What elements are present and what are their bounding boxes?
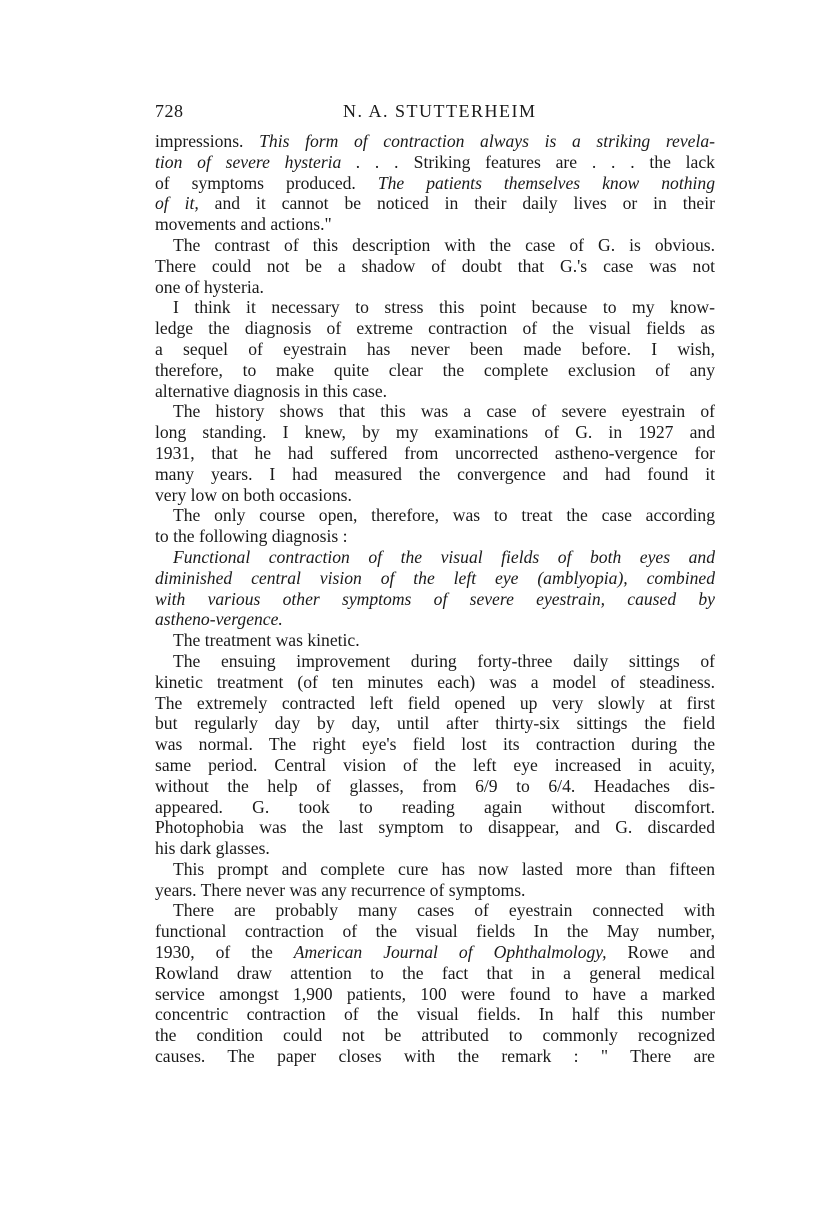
- text-line: [155, 422, 715, 443]
- text-run: service amongst 1,900 patients, 100 were found to have a marked: [155, 983, 715, 1004]
- text-line: [155, 235, 715, 256]
- text-run: years. There never was any recurrence of symptoms.: [155, 879, 526, 900]
- text-line: [155, 672, 715, 693]
- body-text: [155, 131, 715, 1067]
- text-run: The history shows that this was a case of severe eyestrain of: [173, 401, 715, 422]
- paragraph-p2: [155, 235, 715, 297]
- text-run: alternative diagnosis in this case.: [155, 380, 388, 401]
- text-line: [155, 963, 715, 984]
- text-line: [155, 360, 715, 381]
- text-run: without the help of glasses, from 6/9 to 6/4. Headaches dis-: [155, 775, 715, 796]
- text-line: [155, 173, 715, 194]
- paragraph-p5: [155, 505, 715, 547]
- paragraph-p10: [155, 900, 715, 1066]
- italic-text: The patients themselves know nothing: [377, 172, 715, 193]
- paragraph-p4: [155, 401, 715, 505]
- text-line: [155, 630, 715, 651]
- text-line: [155, 817, 715, 838]
- text-line: [155, 464, 715, 485]
- text-run: 1931, that he had suffered from uncorrected astheno-vergence for: [155, 442, 715, 463]
- text-run: This prompt and complete cure has now lasted more than fifteen: [173, 858, 715, 879]
- text-run: The extremely contracted left field opened up very slowly at first: [155, 692, 715, 713]
- text-run: There are probably many cases of eyestrain connected with: [173, 900, 715, 921]
- paragraph-p3: [155, 297, 715, 401]
- text-line: [155, 547, 715, 568]
- text-run: a sequel of eyestrain has never been made before. I wish,: [155, 338, 715, 359]
- text-line: [155, 609, 715, 630]
- text-run: The treatment was kinetic.: [173, 630, 360, 651]
- text-run: I think it necessary to stress this point because to my know-: [173, 297, 715, 318]
- text-line: [155, 401, 715, 422]
- text-run: movements and actions.": [155, 214, 332, 235]
- text-line: [155, 1025, 715, 1046]
- text-run: many years. I had measured the convergence and had found it: [155, 463, 715, 484]
- paragraph-p7: [155, 630, 715, 651]
- italic-text: astheno-vergence.: [155, 609, 283, 630]
- text-run: was normal. The right eye's field lost its contraction during the: [155, 734, 715, 755]
- text-line: [155, 693, 715, 714]
- text-line: [155, 381, 715, 402]
- text-run: The contrast of this description with the case of G. is obvious.: [173, 234, 715, 255]
- text-run: The only course open, therefore, was to treat the case according: [173, 505, 715, 526]
- paragraph-p9: [155, 859, 715, 901]
- text-line: [155, 568, 715, 589]
- text-line: [155, 900, 715, 921]
- text-run: 1930, of the: [155, 942, 294, 963]
- text-line: [155, 942, 715, 963]
- text-run: functional contraction of the visual fields In the May number,: [155, 921, 715, 942]
- text-line: [155, 589, 715, 610]
- text-run: The ensuing improvement during forty-three daily sittings of: [173, 650, 715, 671]
- text-line: [155, 193, 715, 214]
- text-line: [155, 734, 715, 755]
- text-line: [155, 776, 715, 797]
- text-line: [155, 859, 715, 880]
- italic-text: of it,: [155, 193, 199, 214]
- text-line: [155, 277, 715, 298]
- text-line: [155, 921, 715, 942]
- italic-text: Functional contraction of the visual fields of both eyes and: [173, 546, 715, 567]
- text-line: [155, 797, 715, 818]
- text-line: [155, 485, 715, 506]
- text-run: There could not be a shadow of doubt that G.'s case was not: [155, 255, 715, 276]
- text-run: impressions.: [155, 131, 260, 151]
- paragraph-p8: [155, 651, 715, 859]
- text-line: [155, 713, 715, 734]
- paragraph-p6: [155, 547, 715, 630]
- italic-text: with various other symptoms of severe eyestrain, caused by: [155, 588, 715, 609]
- text-run: one of hysteria.: [155, 276, 264, 297]
- text-line: [155, 651, 715, 672]
- text-run: but regularly day by day, until after thirty-six sittings the field: [155, 713, 715, 734]
- text-line: [155, 838, 715, 859]
- text-line: [155, 526, 715, 547]
- page-number: 728: [155, 101, 184, 121]
- text-line: [155, 318, 715, 339]
- text-line: [155, 339, 715, 360]
- text-line: [155, 505, 715, 526]
- text-run: the condition could not be attributed to commonly recognized: [155, 1025, 715, 1046]
- running-head: N. A. STUTTERHEIM: [343, 101, 537, 121]
- page-header: [155, 101, 715, 127]
- text-run: his dark glasses.: [155, 838, 270, 859]
- text-line: [155, 297, 715, 318]
- text-line: [155, 214, 715, 235]
- italic-text: tion of severe hysteria . . .: [155, 151, 399, 172]
- text-line: [155, 152, 715, 173]
- text-line: [155, 984, 715, 1005]
- text-run: Photophobia was the last symptom to disappear, and G. discarded: [155, 817, 715, 838]
- paragraph-p1: [155, 131, 715, 235]
- text-run: of symptoms produced.: [155, 172, 378, 193]
- italic-text: American Journal of Ophthalmology,: [293, 942, 607, 963]
- text-run: therefore, to make quite clear the complete exclusion of any: [155, 359, 715, 380]
- text-run: appeared. G. took to reading again without discomfort.: [155, 796, 715, 817]
- text-line: [155, 443, 715, 464]
- text-run: same period. Central vision of the left eye increased in acuity,: [155, 754, 715, 775]
- text-run: Rowland draw attention to the fact that in a general medical: [155, 962, 715, 983]
- text-line: [155, 880, 715, 901]
- text-run: ledge the diagnosis of extreme contraction of the visual fields as: [155, 318, 715, 339]
- text-run: Striking features are . . . the lack: [398, 151, 715, 172]
- text-run: long standing. I knew, by my examinations of G. in 1927 and: [155, 422, 715, 443]
- text-line: [155, 755, 715, 776]
- text-run: and it cannot be noticed in their daily lives or in their: [198, 193, 715, 214]
- italic-text: This form of contraction always is a striking revela-: [259, 131, 715, 151]
- text-run: causes. The paper closes with the remark : " There are: [155, 1046, 715, 1067]
- text-run: very low on both occasions.: [155, 484, 352, 505]
- text-line: [155, 1004, 715, 1025]
- text-line: [155, 256, 715, 277]
- text-run: Rowe and: [606, 942, 715, 963]
- text-run: concentric contraction of the visual fields. In half this number: [155, 1004, 715, 1025]
- text-line: [155, 131, 715, 152]
- italic-text: diminished central vision of the left eye (amblyopia), combined: [155, 567, 715, 588]
- text-run: to the following diagnosis :: [155, 526, 348, 547]
- text-run: kinetic treatment (of ten minutes each) was a model of steadiness.: [155, 671, 715, 692]
- text-line: [155, 1046, 715, 1067]
